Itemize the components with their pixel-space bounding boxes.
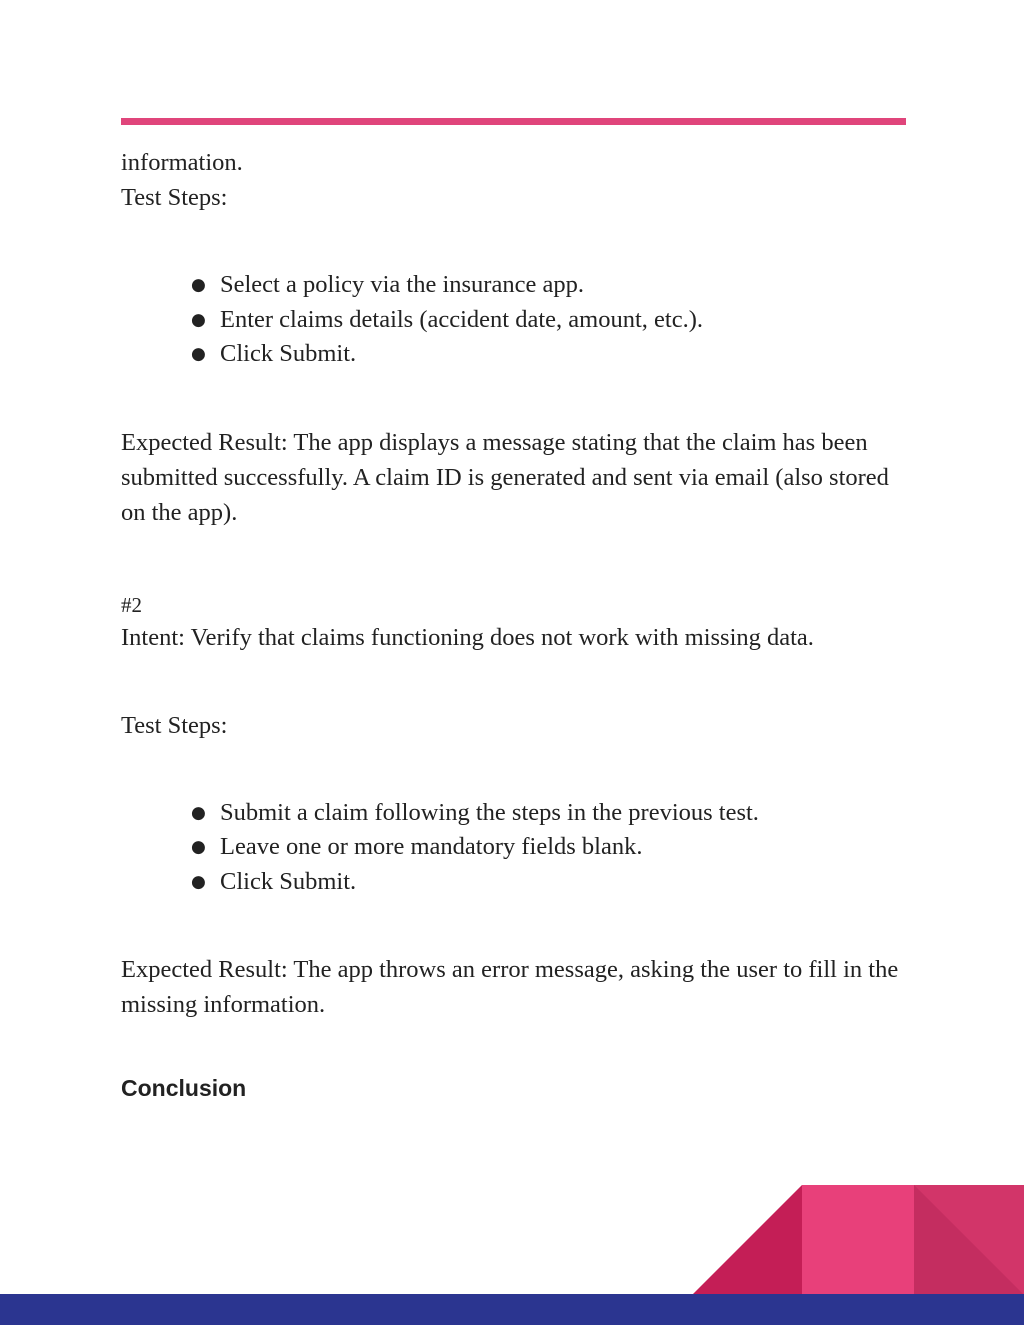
list-item: ● Select a policy via the insurance app. <box>191 268 911 303</box>
magenta-triangle-shape <box>692 1185 802 1295</box>
test-steps-label: Test Steps: <box>121 184 228 211</box>
bullet-icon: ● <box>191 837 206 857</box>
expected-result-text: Expected Result: The app displays a message stating that the claim has been submitted successfully. A claim ID is generated and sent via email (also stored on the app). <box>121 428 889 526</box>
bullet-icon: ● <box>191 802 206 823</box>
list-item: ● Click Submit. <box>191 865 911 900</box>
list-item: ● Click Submit. <box>191 337 911 372</box>
footer-bar <box>0 1294 1024 1325</box>
conclusion-heading: Conclusion <box>121 1075 247 1101</box>
test-case-number: #2 <box>121 592 142 617</box>
list-item: ● Submit a claim following the steps in the previous test. <box>191 796 911 831</box>
list-item: ● Leave one or more mandatory fields blank. <box>191 830 911 865</box>
intent-text: Intent: Verify that claims functioning does not work with missing data. <box>121 623 814 651</box>
expected-result-text: Expected Result: The app throws an error message, asking the user to fill in the missing information. <box>121 956 899 1018</box>
list-item: ● Enter claims details (accident date, amount, etc.). <box>191 303 911 338</box>
continuation-text: information. <box>121 149 243 176</box>
bullet-icon: ● <box>191 275 206 295</box>
bullet-icon: ● <box>191 344 206 364</box>
bullet-icon: ● <box>191 871 206 892</box>
test-steps-label: Test Steps: <box>121 711 228 739</box>
bullet-icon: ● <box>191 309 206 330</box>
pink-block-shape <box>802 1185 914 1295</box>
